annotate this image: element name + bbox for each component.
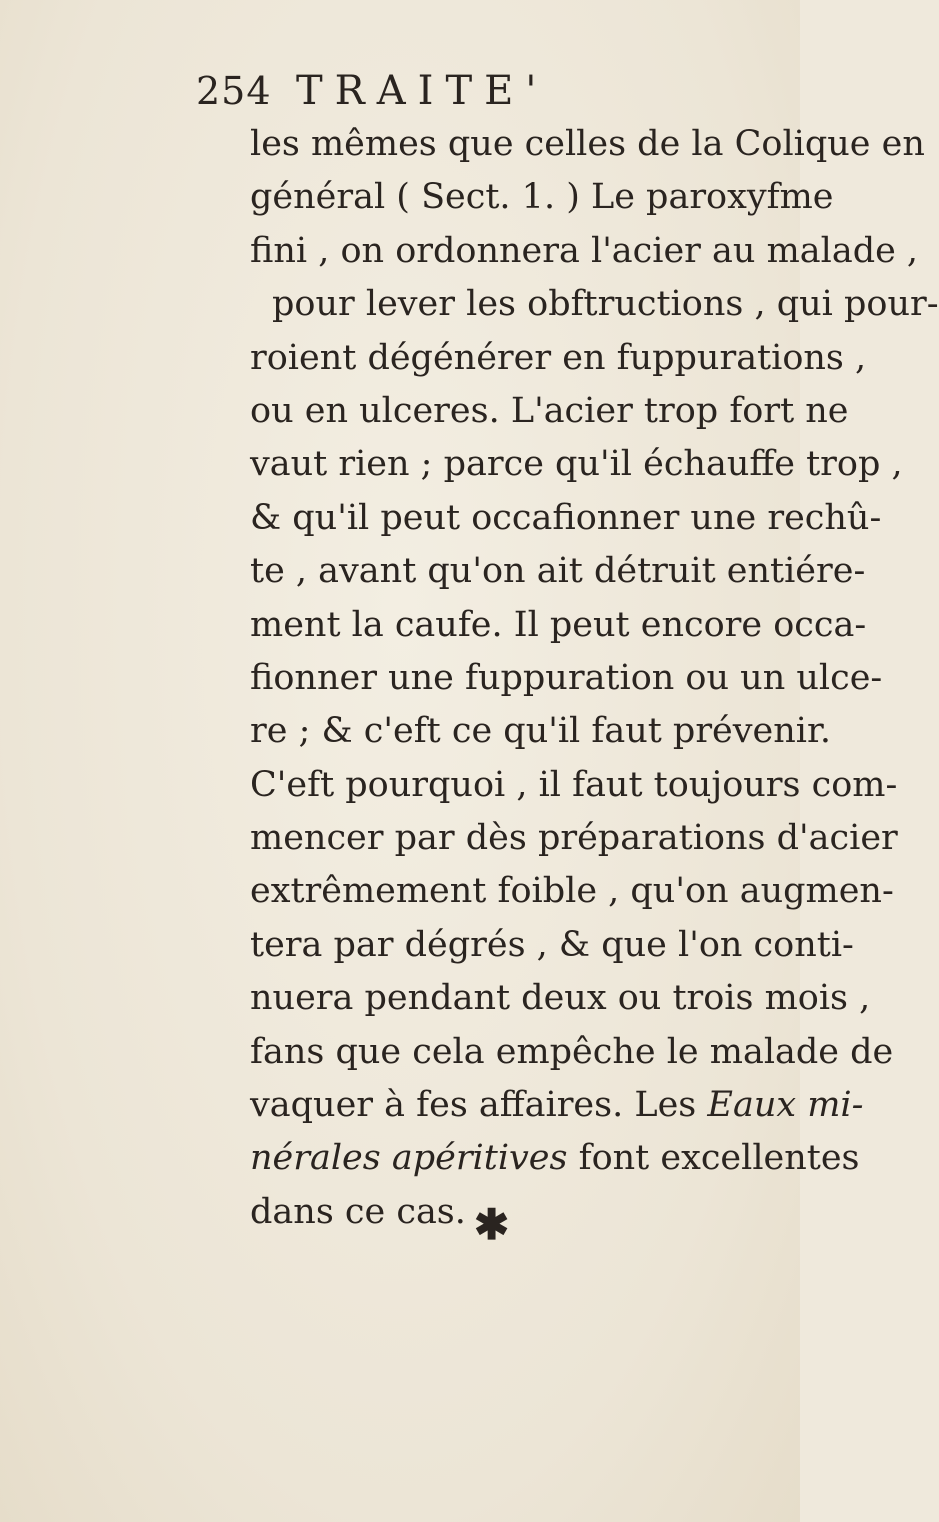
text-line: fans que cela empêche le malade de xyxy=(250,1031,894,1072)
text-line: re ; & c'eft ce qu'il faut prévenir. xyxy=(250,711,832,752)
text-line: & qu'il peut occafionner une rechû- xyxy=(250,497,882,538)
text-segment: vaquer à fes affaires. Les xyxy=(250,1085,697,1126)
text-line xyxy=(250,1079,864,1132)
text-line: roient dégénérer en fuppurations , xyxy=(250,337,867,378)
text-line: mencer par dès préparations d'acier xyxy=(250,818,898,859)
text-line: nuera pendant deux ou trois mois , xyxy=(250,978,871,1019)
page-header xyxy=(196,68,548,118)
text-line: C'eft pourquoi , il faut toujours com- xyxy=(250,764,898,805)
running-head: TRAITE' xyxy=(296,68,549,114)
asterisk-ornament-icon: ✱ xyxy=(474,1200,510,1249)
body-text xyxy=(250,118,939,1239)
italic-segment: nérales apéritives xyxy=(250,1138,568,1179)
text-line: ment la caufe. Il peut encore occa- xyxy=(250,604,867,645)
italic-segment: Eaux mi- xyxy=(707,1085,864,1126)
text-line: fionner une fuppuration ou un ulce- xyxy=(250,657,883,698)
text-line xyxy=(250,1132,860,1185)
text-line: général ( Sect. 1. ) Le paroxyfme xyxy=(250,177,834,218)
page-number: 254 xyxy=(196,69,272,113)
text-line: fini , on ordonnera l'acier au malade , xyxy=(250,230,919,271)
text-line: pour lever les obftructions , qui pour- xyxy=(272,284,939,325)
text-line: tera par dégrés , & que l'on conti- xyxy=(250,924,854,965)
text-segment: font excellentes xyxy=(578,1138,860,1179)
text-line: dans ce cas. xyxy=(250,1191,466,1232)
text-line: vaut rien ; parce qu'il échauffe trop , xyxy=(250,444,903,485)
text-line: ou en ulceres. L'acier trop fort ne xyxy=(250,390,849,431)
text-line: les mêmes que celles de la Colique en xyxy=(250,124,925,164)
text-line: extrêmement foible , qu'on augmen- xyxy=(250,871,894,912)
text-line: te , avant qu'on ait détruit entiére- xyxy=(250,551,866,592)
